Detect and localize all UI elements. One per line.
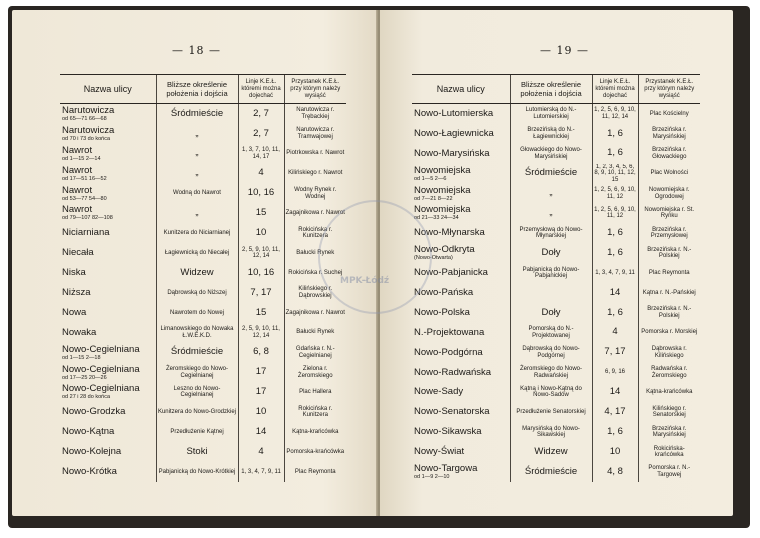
table-row — [412, 343, 700, 363]
stop-cell: Zagajnikowa r. Nawrot — [284, 303, 346, 323]
table-row — [412, 422, 700, 442]
table-body-right — [412, 104, 700, 482]
location-cell: Pomorską do N.-Projektowanej — [510, 323, 592, 343]
stop-cell: Gdańska r. N.-Cegielnianej — [284, 343, 346, 363]
street-name: Niecała — [62, 247, 94, 259]
street-name: Nowo-Krótka — [62, 465, 117, 477]
lines-cell: 10, 16 — [238, 184, 284, 204]
stop-cell: Zielona r. Żeromskiego — [284, 363, 346, 383]
stop-cell: Dąbrowska r. Kilińskiego — [638, 343, 700, 363]
street-name: Nowomiejska — [414, 204, 471, 216]
street-name: Nowo-Targowa — [414, 462, 478, 474]
lines-cell: 4 — [238, 164, 284, 184]
table-row — [412, 104, 700, 124]
location-cell: Pabjanicką do Nowo-Pabjanickiej — [510, 263, 592, 283]
stop-cell: Kilińskiego r. Senatorskiej — [638, 402, 700, 422]
location-cell: Kątną i Nowo-Kątną do Nowo-Sadów — [510, 382, 592, 402]
stop-cell: Kątna-krańcówka — [638, 382, 700, 402]
stop-cell: Plac Kościelny — [638, 104, 700, 124]
location-cell: Pabjanicką do Nowo-Krótkiej — [156, 462, 238, 482]
table-row — [412, 164, 700, 184]
table-row — [60, 283, 346, 303]
table-row — [412, 124, 700, 144]
lines-cell: 2, 5, 9, 10, 11, 12, 14 — [238, 323, 284, 343]
lines-cell: 15 — [238, 303, 284, 323]
street-cell — [60, 283, 156, 303]
stop-cell: Nowomiejska r. Ogrodowej — [638, 184, 700, 204]
lines-cell: 15 — [238, 203, 284, 223]
location-cell: „ — [510, 184, 592, 204]
location-cell: „ — [156, 164, 238, 184]
lines-cell: 10 — [238, 223, 284, 243]
table-row — [412, 382, 700, 402]
street-cell — [60, 343, 156, 363]
street-cell — [412, 124, 510, 144]
location-cell: Widzew — [510, 442, 592, 462]
street-name: Nowo-Pańska — [414, 286, 474, 298]
street-cell — [60, 164, 156, 184]
table-header-right — [412, 75, 700, 104]
street-cell — [60, 363, 156, 383]
stop-cell: Nowomiejska r. St. Rynku — [638, 203, 700, 223]
street-cell — [412, 402, 510, 422]
street-table-left — [60, 74, 346, 482]
street-name: Nowomiejska — [414, 164, 471, 176]
street-name: Nowo-Lutomierska — [414, 107, 494, 119]
lines-cell: 1, 2, 5, 6, 9, 10, 11, 12 — [592, 203, 638, 223]
street-numbers: (Nowo-Otwarta) — [414, 255, 453, 262]
street-cell — [60, 243, 156, 263]
table-row — [60, 462, 346, 482]
location-cell: „ — [156, 203, 238, 223]
street-cell — [60, 263, 156, 283]
street-numbers: od 21—33 24—34 — [414, 215, 459, 222]
table-row — [60, 303, 346, 323]
lines-cell: 1, 2, 5, 6, 9, 10, 11, 12, 14 — [592, 104, 638, 124]
street-name: Nowa — [62, 306, 87, 318]
lines-cell: 6, 9, 16 — [592, 363, 638, 383]
location-cell: Brzezińską do N.-Łagiewnickiej — [510, 124, 592, 144]
header-lines: Linje K.E.Ł. któremi można dojechać — [238, 75, 284, 104]
right-page — [380, 10, 733, 516]
street-cell — [60, 223, 156, 243]
street-numbers: od 1—9 2—10 — [414, 473, 450, 480]
table-row — [412, 363, 700, 383]
stop-cell: Pomorska r. Morskiej — [638, 323, 700, 343]
stop-cell: Rokicińska r. Kunitzera — [284, 223, 346, 243]
lines-cell: 1, 3, 4, 7, 9, 11 — [238, 462, 284, 482]
location-cell: Żeromskiego do Nowo-Cegielnianej — [156, 363, 238, 383]
lines-cell: 1, 3, 4, 7, 9, 11 — [592, 263, 638, 283]
stop-cell: Kilińskiego r. Nawrot — [284, 164, 346, 184]
lines-cell: 1, 6 — [592, 303, 638, 323]
street-cell — [60, 104, 156, 124]
street-name: Nowo-Radwańska — [414, 366, 492, 378]
table-row — [60, 184, 346, 204]
location-cell: Lutomierską do N.-Lutomierskiej — [510, 104, 592, 124]
watermark-text: MPK-Łódź — [340, 276, 390, 286]
street-name: Niska — [62, 267, 86, 279]
street-cell — [60, 124, 156, 144]
street-cell — [412, 144, 510, 164]
street-numbers: od 7—21 8—22 — [414, 195, 453, 202]
street-name: Nowo-Cegielniana — [62, 383, 140, 395]
location-cell: Nawrotem do Nowej — [156, 303, 238, 323]
street-cell — [60, 184, 156, 204]
location-cell: Śródmieście — [510, 164, 592, 184]
street-name: Nawrot — [62, 144, 93, 156]
lines-cell: 2, 7 — [238, 104, 284, 124]
street-name: Nowo-Młynarska — [414, 227, 485, 239]
location-cell: Śródmieście — [156, 104, 238, 124]
lines-cell: 17 — [238, 363, 284, 383]
street-cell — [60, 462, 156, 482]
table-row — [60, 343, 346, 363]
table-header-left — [60, 75, 346, 104]
street-cell — [412, 303, 510, 323]
stop-cell: Brzezińska r. Przemysłowej — [638, 223, 700, 243]
street-numbers: od 17—51 16—52 — [62, 175, 107, 182]
street-name: Nowaka — [62, 326, 97, 338]
street-numbers: od 65—71 66—68 — [62, 115, 107, 122]
location-cell: Przemysłową do Nowo-Młynarskiej — [510, 223, 592, 243]
header-street: Nazwa ulicy — [60, 75, 156, 104]
header-stop: Przystanek K.E.Ł. przy którym należy wysiąść — [638, 75, 700, 104]
table-row — [412, 462, 700, 482]
lines-cell: 1, 6 — [592, 144, 638, 164]
street-name: Nowo-Sikawska — [414, 426, 482, 438]
street-numbers: od 27 i 28 do końca — [62, 394, 111, 401]
location-cell: Kunitzera do Niciarnianej — [156, 223, 238, 243]
street-name: Nowy-Świat — [414, 446, 465, 458]
street-cell — [60, 422, 156, 442]
location-cell: Przedłużenie Senatorskiej — [510, 402, 592, 422]
stop-cell: Narutowicza r. Trębackiej — [284, 104, 346, 124]
street-cell — [412, 323, 510, 343]
street-name: Nowe-Sady — [414, 386, 464, 398]
stop-cell: Rokicińska r. Suchej — [284, 263, 346, 283]
location-cell: Stoki — [156, 442, 238, 462]
stop-cell: Bałucki Rynek — [284, 323, 346, 343]
stop-cell: Brzezińska r. Marysińskiej — [638, 124, 700, 144]
table-row — [412, 283, 700, 303]
street-numbers: od 1—15 2—14 — [62, 155, 101, 162]
location-cell: Limanowskiego do Nowaka Ł.W.E.K.D. — [156, 323, 238, 343]
stop-cell: Brzezińska r. N.-Polskiej — [638, 243, 700, 263]
street-cell — [412, 184, 510, 204]
page-number-left: — 18 — — [172, 44, 221, 57]
street-name: Nowomiejska — [414, 184, 471, 196]
lines-cell: 1, 2, 5, 6, 9, 10, 11, 12 — [592, 184, 638, 204]
lines-cell: 10, 16 — [238, 263, 284, 283]
street-cell — [412, 382, 510, 402]
table-row — [60, 323, 346, 343]
lines-cell: 14 — [238, 422, 284, 442]
location-cell: Widzew — [156, 263, 238, 283]
stop-cell: Kątna r. N.-Pańskiej — [638, 283, 700, 303]
stop-cell: Plac Reymonta — [284, 462, 346, 482]
street-name: Nowo-Pabjanicka — [414, 267, 488, 279]
stop-cell: Brzezińska r. N.-Polskiej — [638, 303, 700, 323]
street-name: Nowo-Podgórna — [414, 346, 483, 358]
table-row — [60, 223, 346, 243]
table-row — [412, 303, 700, 323]
street-name: Nowo-Kolejna — [62, 446, 122, 458]
street-name: Niższa — [62, 286, 91, 298]
location-cell: Doły — [510, 243, 592, 263]
table-row — [412, 402, 700, 422]
lines-cell: 1, 6 — [592, 243, 638, 263]
street-name: Nawrot — [62, 164, 93, 176]
street-name: Nawrot — [62, 204, 93, 216]
street-name: N.-Projektowana — [414, 326, 485, 338]
location-cell: Kunitzera do Nowo-Grodzkiej — [156, 402, 238, 422]
lines-cell: 14 — [592, 283, 638, 303]
street-name: Nowo-Cegielniana — [62, 343, 140, 355]
street-cell — [60, 203, 156, 223]
street-name: Nowo-Polska — [414, 306, 470, 318]
street-cell — [412, 203, 510, 223]
street-numbers: od 53—77 54—80 — [62, 195, 107, 202]
location-cell: Śródmieście — [510, 462, 592, 482]
table-row — [60, 243, 346, 263]
location-cell: „ — [510, 203, 592, 223]
lines-cell: 7, 17 — [592, 343, 638, 363]
location-cell: Przedłużenie Kątnej — [156, 422, 238, 442]
street-cell — [60, 323, 156, 343]
lines-cell: 14 — [592, 382, 638, 402]
street-cell — [60, 144, 156, 164]
lines-cell: 17 — [238, 382, 284, 402]
table-row — [60, 442, 346, 462]
street-cell — [60, 303, 156, 323]
table-row — [412, 263, 700, 283]
street-cell — [60, 402, 156, 422]
street-cell — [412, 363, 510, 383]
location-cell: „ — [156, 124, 238, 144]
street-name: Nowo-Grodzka — [62, 406, 126, 418]
table-row — [412, 323, 700, 343]
lines-cell: 6, 8 — [238, 343, 284, 363]
street-name: Nowo-Senatorska — [414, 406, 490, 418]
location-cell: Łagiewnicką do Niecałej — [156, 243, 238, 263]
street-name: Niciarniana — [62, 227, 110, 239]
street-cell — [412, 442, 510, 462]
watermark-stamp — [318, 200, 432, 314]
stop-cell: Plac Wolności — [638, 164, 700, 184]
street-name: Nowo-Odkryta — [414, 244, 475, 256]
stop-cell: Pomorska r. N.-Targowej — [638, 462, 700, 482]
street-name: Nawrot — [62, 184, 93, 196]
table-body-left — [60, 104, 346, 482]
table-row — [60, 124, 346, 144]
table-row — [412, 442, 700, 462]
stop-cell: Rokicińska-krańcówka — [638, 442, 700, 462]
location-cell: Śródmieście — [156, 343, 238, 363]
header-street: Nazwa ulicy — [412, 75, 510, 104]
location-cell: Doły — [510, 303, 592, 323]
street-numbers: od 1—5 2—6 — [414, 175, 447, 182]
table-row — [60, 263, 346, 283]
stop-cell: Pomorska-krańcówka — [284, 442, 346, 462]
street-cell — [412, 343, 510, 363]
table-row — [60, 363, 346, 383]
lines-cell: 1, 6 — [592, 223, 638, 243]
lines-cell: 4, 17 — [592, 402, 638, 422]
lines-cell: 2, 7 — [238, 124, 284, 144]
street-numbers: od 79—107 82—108 — [62, 215, 113, 222]
lines-cell: 10 — [238, 402, 284, 422]
stop-cell: Kątna-krańcówka — [284, 422, 346, 442]
location-cell: „ — [156, 144, 238, 164]
table-row — [60, 382, 346, 402]
stop-cell: Radwańska r. Żeromskiego — [638, 363, 700, 383]
lines-cell: 4, 8 — [592, 462, 638, 482]
page-number-right: — 19 — — [540, 44, 589, 57]
lines-cell: 2, 5, 9, 10, 11, 12, 14 — [238, 243, 284, 263]
stop-cell: Narutowicza r. Tramwajowej — [284, 124, 346, 144]
table-row — [60, 104, 346, 124]
lines-cell: 1, 2, 3, 4, 5, 6, 8, 9, 10, 11, 12, 15 — [592, 164, 638, 184]
location-cell: Głowackiego do Nowo-Marysińskiej — [510, 144, 592, 164]
table-row — [412, 144, 700, 164]
street-name: Nowo-Marysińska — [414, 147, 490, 159]
table-row — [60, 203, 346, 223]
street-cell — [412, 422, 510, 442]
location-cell: Żeromskiego do Nowo-Radwańskiej — [510, 363, 592, 383]
header-stop: Przystanek K.E.Ł. przy którym należy wysiąść — [284, 75, 346, 104]
location-cell: Marysińską do Nowo-Sikawskiej — [510, 422, 592, 442]
location-cell: Dąbrowską do Nowo-Podgórnej — [510, 343, 592, 363]
location-cell: Leszno do Nowo-Cegielnianej — [156, 382, 238, 402]
lines-cell: 10 — [592, 442, 638, 462]
lines-cell: 4 — [592, 323, 638, 343]
street-cell — [412, 283, 510, 303]
stop-cell: Kilińskiego r. Dąbrowskiej — [284, 283, 346, 303]
table-row — [60, 164, 346, 184]
stop-cell: Rokicińska r. Kunitzera — [284, 402, 346, 422]
stop-cell: Brzezińska r. Głowackiego — [638, 144, 700, 164]
street-name: Nowo-Cegielniana — [62, 363, 140, 375]
street-name: Nowo-Kątna — [62, 426, 115, 438]
street-cell — [60, 442, 156, 462]
street-cell — [412, 104, 510, 124]
stop-cell: Piotrkowska r. Nawrot — [284, 144, 346, 164]
table-row — [60, 144, 346, 164]
street-cell — [412, 164, 510, 184]
stop-cell: Plac Hallera — [284, 382, 346, 402]
location-cell: Dąbrowską do Niższej — [156, 283, 238, 303]
stop-cell: Brzezińska r. Marysińskiej — [638, 422, 700, 442]
header-location: Bliższe określenie położenia i dojścia — [510, 75, 592, 104]
street-name: Narutowicza — [62, 124, 115, 136]
table-row — [60, 422, 346, 442]
table-row — [412, 243, 700, 263]
street-name: Narutowicza — [62, 104, 115, 116]
stop-cell: Wodny Rynek r. Wodnej — [284, 184, 346, 204]
street-cell — [60, 382, 156, 402]
lines-cell: 1, 6 — [592, 422, 638, 442]
table-row — [412, 184, 700, 204]
street-numbers: od 70 i 73 do końca — [62, 135, 111, 142]
street-table-right — [412, 74, 700, 482]
header-location: Bliższe określenie położenia i dojścia — [156, 75, 238, 104]
lines-cell: 7, 17 — [238, 283, 284, 303]
lines-cell: 4 — [238, 442, 284, 462]
table-row — [412, 223, 700, 243]
stop-cell: Bałucki Rynek — [284, 243, 346, 263]
table-row — [412, 203, 700, 223]
lines-cell: 1, 6 — [592, 124, 638, 144]
location-cell — [510, 283, 592, 303]
header-lines: Linje K.E.Ł. któremi można dojechać — [592, 75, 638, 104]
street-cell — [412, 462, 510, 482]
stop-cell: Plac Reymonta — [638, 263, 700, 283]
lines-cell: 1, 3, 7, 10, 11, 14, 17 — [238, 144, 284, 164]
street-name: Nowo-Łagiewnicka — [414, 127, 494, 139]
street-numbers: od 17—25 20—26 — [62, 374, 107, 381]
table-row — [60, 402, 346, 422]
location-cell: Wodną do Nawrot — [156, 184, 238, 204]
street-numbers: od 1—15 2—18 — [62, 354, 101, 361]
stop-cell: Zagajnikowa r. Nawrot — [284, 203, 346, 223]
